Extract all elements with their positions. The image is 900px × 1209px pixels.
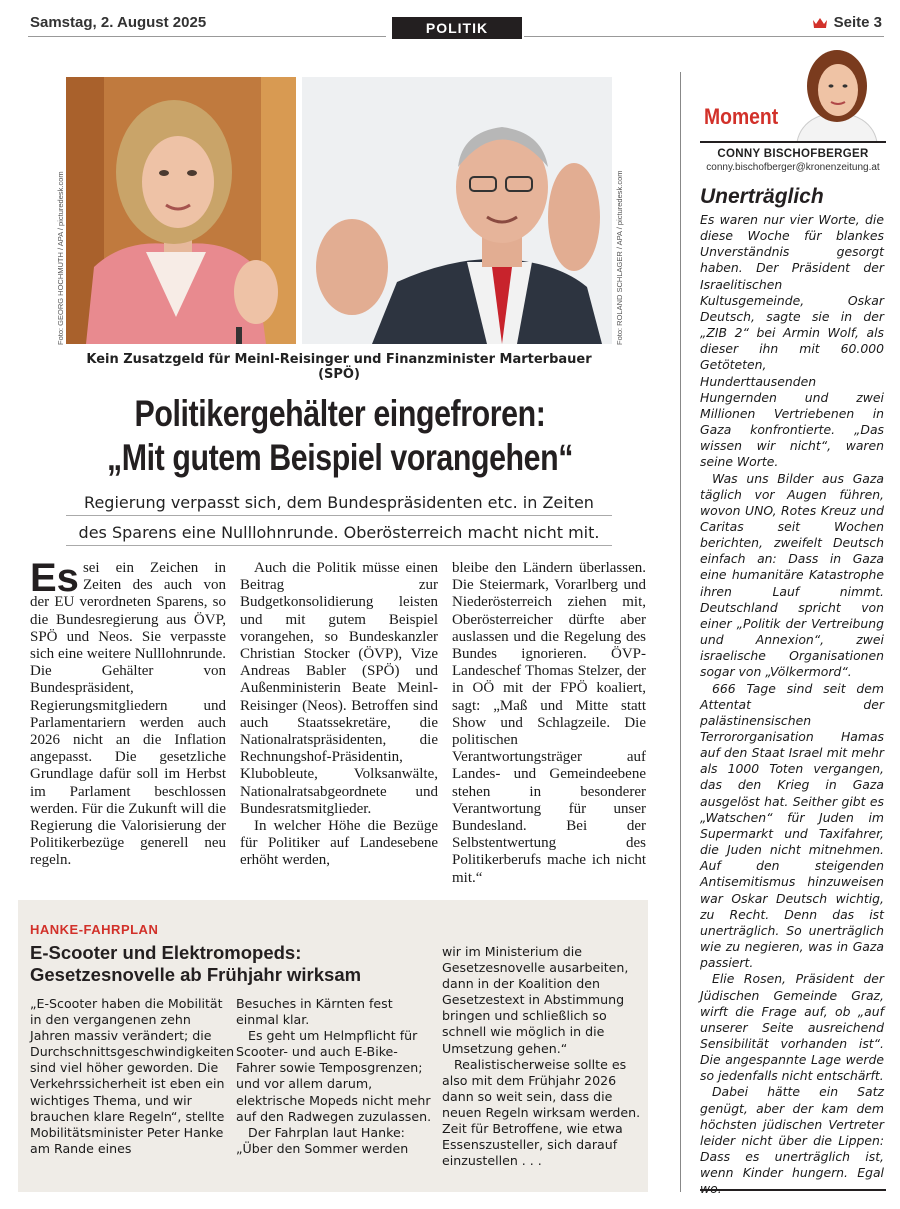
box-paragraph: Der Fahrplan laut Hanke: „Über den Sommer werden — [236, 1124, 409, 1156]
commentary-end-rule — [700, 1189, 886, 1191]
commentary-paragraph: Elie Rosen, Präsident der Jüdischen Gemeinde Graz, wirft die Frage auf, ob „auf unserer Seite ausreichend Sensibilität vorhanden ist“. Die angespannte Lage werde so jedenfalls nicht entschärft. — [700, 971, 884, 1084]
article-paragraph: Auch die Politik müsse einen Beitrag zur Budgetkonsolidierung leisten und mit gutem Beispiel vorangehen, so Bundeskanzler Christian Stocker (ÖVP), Vize Andreas Babler (SPÖ) und Außenministerin Beate Meinl-Reisinger (Neos). Betroffen sind auch Staatssekretäre, die Nationalratspräsidenten, die Rechnungshof-Präsidentin, Klubobleute, Volksanwälte, Nationalratsabgeordnete und Bundesratsmitglieder. — [240, 560, 438, 817]
photo-marterbauer — [302, 77, 612, 344]
commentary-title: Unerträglich — [700, 185, 824, 208]
section-label: POLITIK — [392, 17, 522, 39]
commentary-paragraph: 666 Tage sind seit dem Attentat der palästinensischen Terrororganisation Hamas auf den Staat Israel mit mehr als 1000 Toten vergangen, das den Krieg in Gaza ausgelöst hat. Seither gibt es „Watschen“ für Juden im Supermarkt und Taxifahrer, die Juden nicht mitnehmen. Auf den steigenden Antisemitismus hinzuweisen war Oskar Deutsch wichtig, zu Recht. Denn das ist unerträglich. So unerträglich wie zu negieren, was in Gaza passiert. — [700, 680, 884, 971]
page-number-label: Seite 3 — [833, 14, 882, 31]
box-column-1 — [30, 996, 235, 1157]
photo-credit-left: Foto: GEORG HOCHMUTH / APA / picturedesk.com — [56, 171, 65, 345]
column-divider — [680, 72, 681, 1192]
box-kicker: HANKE-FAHRPLAN — [30, 922, 159, 937]
crown-icon — [812, 17, 828, 29]
box-paragraph: Besuches in Kärnten fest einmal klar. — [236, 996, 393, 1028]
issue-date: Samstag, 2. August 2025 — [30, 14, 207, 31]
photo-meinl-reisinger — [66, 77, 296, 344]
box-title: E-Scooter und Elektromopeds: Gesetzesnovelle ab Frühjahr wirksam — [30, 942, 362, 985]
header-rule-right — [524, 36, 884, 37]
subhead-line-2: des Sparens eine Nulllohnrunde. Oberösterreich macht nicht mit. — [78, 523, 600, 542]
box-paragraph: „E-Scooter haben die Mobilität in den vergangenen zehn Jahren massiv verändert; die Durchschnittsgeschwindigkeiten sind viel höher geworden. Die Verkehrssicherheit ist eben ein wichtiges Thema, und wir brauchen klare Regeln“, stellte Mobilitätsminister Peter Hanke am Rande eines — [30, 996, 235, 1156]
headline-line-2: „Mit gutem Beispiel vorangehen“ — [106, 437, 574, 478]
box-column-3 — [442, 944, 642, 1169]
article-subheadline — [66, 488, 612, 548]
author-email: conny.bischofberger@kronenzeitung.at — [706, 162, 880, 173]
subhead-rule — [66, 515, 612, 516]
box-paragraph: wir im Ministerium die Gesetzesnovelle ausarbeiten, dann in der Koalition den Gesetzestext in Abstimmung bringen und schließlich so schnell wie möglich in die Umsetzung gehen.“ — [442, 944, 629, 1056]
photo-credit-right: Foto: ROLAND SCHLAGER / APA / picturedesk.com — [615, 170, 624, 345]
author-portrait — [792, 46, 882, 142]
article-paragraph: sei ein Zeichen in Zeiten des auch von der EU verordneten Sparens, so die Bundesregierung aus ÖVP, SPÖ und Neos. Sie verpasste sich eine weitere Nulllohnrunde. Die Gehälter von Bundespräsident, Regierungsmitgliedern und Parlamentariern werden auch 2026 nicht an die Inflation angepasst. Die gesetzliche Grundlage dafür soll im Herbst im Parlament beschlossen werden. Für die Zukunft will die Regierung die Valorisierung der Politikerbezüge generell neu regeln. — [30, 560, 226, 869]
headline-line-1: Politikergehälter eingefroren: — [134, 393, 546, 434]
hanke-info-box — [18, 900, 648, 1192]
commentary-paragraph: Dabei hätte ein Satz genügt, aber der kam dem höchsten jüdischen Vertreter leider nicht über die Lippen: Dass es unerträglich ist, wenn Kinder hungern. Egal — [700, 1084, 884, 1181]
article-column-2 — [240, 560, 438, 870]
commentary-text — [700, 212, 884, 1198]
box-paragraph: Es geht um Helmpflicht für Scooter- und auch E-Bike-Fahrer sowie Temposgrenzen; und vor allem darum, elektrische Mopeds nicht mehr auf den Radwegen zuzulassen. — [236, 1028, 432, 1124]
commentary-paragraph: Es waren nur vier Worte, die diese Woche für blankes Unverständnis gesorgt haben. Der Präsident der Israelitischen Kultusgemeinde, Oskar Deutsch, sagte sie in der „ZIB 2“ bei Armin Wolf, als dieser ihn mit 60.000 Getöteten, Hunderttausenden Hungernden und zwei Millionen Vertriebenen in Gaza konfrontierte. „Das wissen wir nicht“, waren seine Worte. — [700, 212, 884, 470]
subhead-line-1: Regierung verpasst sich, dem Bundespräsidenten etc. in Zeiten — [84, 493, 594, 512]
box-column-2 — [236, 996, 436, 1157]
photo-caption: Kein Zusatzgeld für Meinl-Reisinger und Finanzminister Marterbauer (SPÖ) — [86, 352, 592, 382]
page-number — [812, 14, 882, 31]
article-column-1 — [30, 556, 226, 870]
moment-label: Moment — [704, 104, 779, 129]
article-column-3 — [452, 560, 646, 887]
drop-cap: Es — [30, 556, 79, 600]
article-paragraph: bleibe den Ländern überlassen. Die Steiermark, Vorarlberg und Niederösterreich ziehen mit, Oberösterreicher dürfte aber auslassen und die Regelung des Bundes ignorieren. ÖVP-Landeschef Thomas Stelzer, der in OÖ mit der FPÖ koaliert, sagt: „Maß und Mitte statt Show und Schlagzeile. Die politischen Verantwortungsträger auf Landes- und Gemeindeebene stehen in besonderer Verantwortung für unser Bundesland. Bei der Selbstentwertung des Politikerberufs mache ich nicht mit.“ — [452, 560, 646, 886]
commentary-paragraph: Was uns Bilder aus Gaza täglich vor Augen führen, wovon UNO, Rotes Kreuz und Caritas seit Wochen berichten, zweifelt Deutsch einfach an: Dass in Gaza eine humanitäre Katastrophe ihren Lauf nimmt. Deutschland spricht von einer „Politik der Vertreibung und Annexion“, zwei israelische Organisationen sogar von „Völkermord“. — [700, 470, 884, 680]
article-paragraph: In welcher Höhe die Bezüge für Politiker auf Landesebene erhöht werden, — [240, 818, 438, 869]
header-rule-left — [28, 36, 386, 37]
article-headline — [94, 392, 586, 480]
moment-rule — [700, 141, 886, 143]
author-name: CONNY BISCHOFBERGER — [717, 148, 869, 160]
subhead-rule — [66, 545, 612, 546]
moment-header — [700, 44, 886, 144]
page-header — [0, 0, 900, 42]
box-paragraph: Realistischerweise sollte es also mit dem Frühjahr 2026 dann so weit sein, dass die neuen Regeln wirksam werden. Zeit für Betroffene, wie etwa Essenszusteller, sich darauf einzustellen . . . — [442, 1056, 641, 1169]
